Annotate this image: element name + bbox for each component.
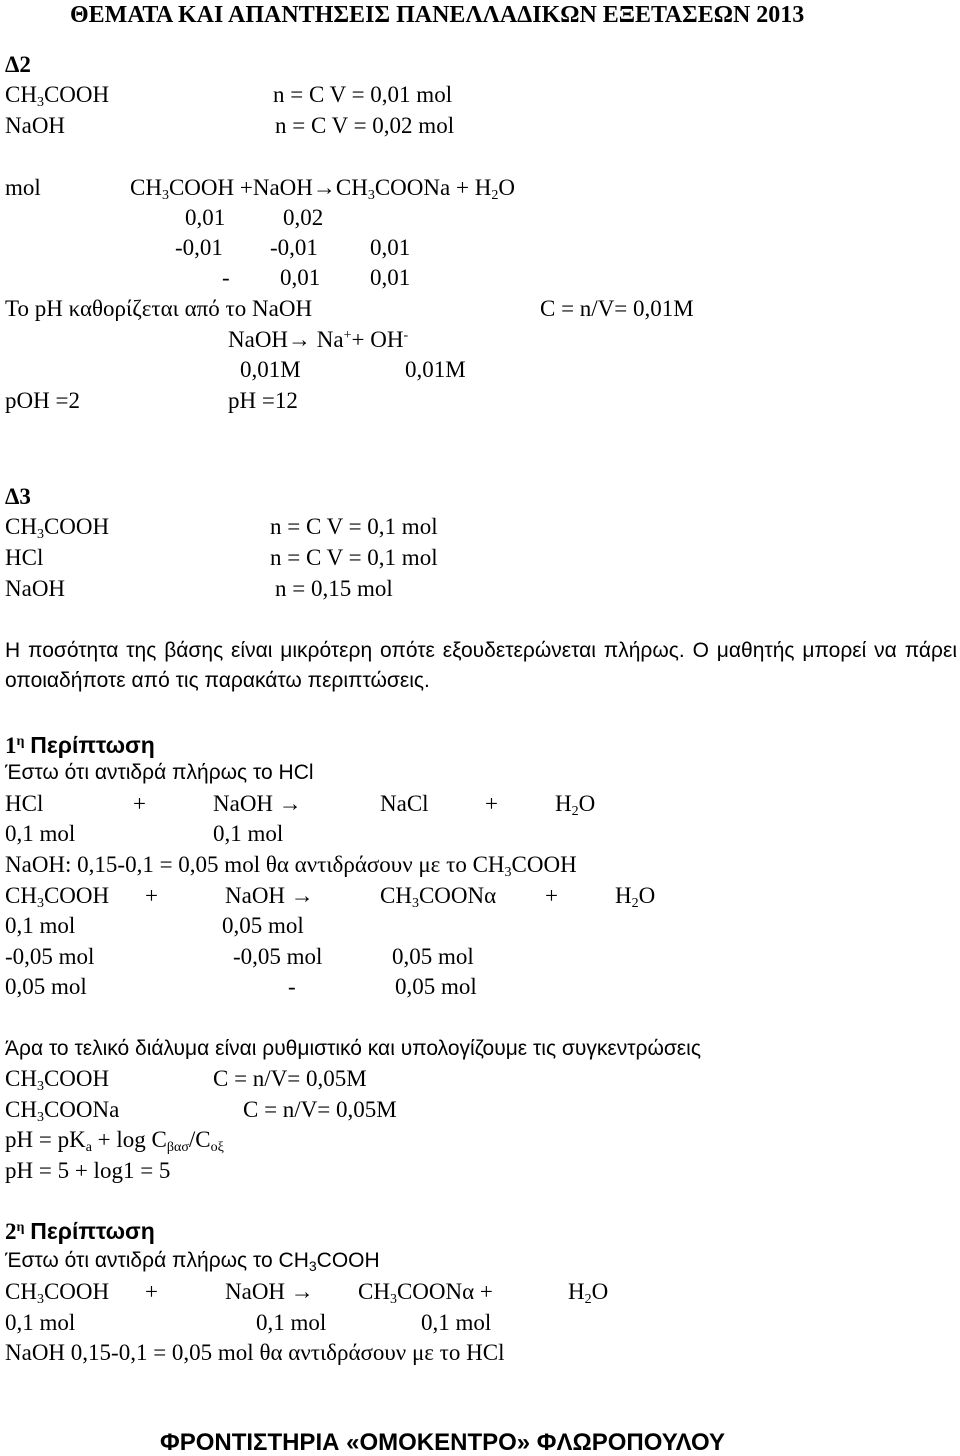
formula-naoh: NaOH — [5, 113, 66, 138]
case-1-heading: $1^\eta$ Περίπτωση — [5, 732, 155, 758]
moles-hcl: n = C V = 0,1 mol — [270, 545, 438, 570]
stoich-value: -0,05 mol — [233, 944, 323, 969]
equation-water: $H_2O$ — [555, 791, 596, 819]
equation-nacl: NaCl — [380, 791, 429, 816]
equation-naoh: NaOH → — [213, 791, 302, 816]
equation-plus: + — [545, 883, 558, 908]
buffer-conclusion: Άρα το τελικό διάλυμα είναι ρυθμιστικό και υπολογίζουμε τις συγκεντρώσεις — [5, 1037, 701, 1060]
equation-plus: + — [485, 791, 498, 816]
reaction-equation: $CH_3COOH$ $+NaOH\to CH_3COONa + H_2O$ — [130, 175, 515, 203]
formula-ch3cooh: $CH_3COOH$ — [5, 514, 110, 542]
equation-plus: + — [145, 1279, 158, 1304]
page-footer: ΦΡΟΝΤΙΣΤΗΡΙΑ «ΟΜΟΚΕΝΤΡΟ» ΦΛΩΡΟΠΟΥΛΟΥ — [160, 1429, 725, 1456]
dissociation-equation: NaOH→ Na++ OH- — [228, 327, 409, 352]
stoich-value: 0,1 mol — [256, 1310, 327, 1335]
naoh-remaining: NaOH: 0,15-0,1 = 0,05 mol θα αντιδράσουν με το $CH_3COOH$ — [5, 852, 577, 880]
stoich-value: 0,1 mol — [213, 821, 284, 846]
concentration-acid: C = n/V= 0,05M — [213, 1066, 367, 1091]
stoich-value: - — [222, 265, 230, 290]
stoich-value: - — [288, 974, 296, 999]
stoich-value: 0,05 mol — [395, 974, 477, 999]
stoich-value: -0,01 — [270, 235, 318, 260]
naoh-remaining: NaOH 0,15-0,1 = 0,05 mol θα αντιδράσουν με το HCl — [5, 1340, 505, 1365]
section-title-d3: Δ3 — [5, 484, 31, 509]
formula-hcl: HCl — [5, 545, 44, 570]
equation-naoh: NaOH → — [225, 1279, 314, 1304]
stoich-value: 0,01 — [370, 265, 411, 290]
formula-ch3cooh: $CH_3COOH$ — [5, 82, 110, 110]
stoich-value: 0,1 mol — [5, 821, 76, 846]
concentration: C = n/V= 0,01M — [540, 296, 694, 321]
ph-result: pH = 5 + log1 = 5 — [5, 1158, 171, 1183]
stoich-value: 0,01 — [280, 265, 321, 290]
page-header: ΘΕΜΑΤΑ ΚΑΙ ΑΠΑΝΤΗΣΕΙΣ ΠΑΝΕΛΛΑΔΙΚΩΝ ΕΞΕΤΑΣΕΩΝ 2013 — [70, 2, 805, 28]
stoich-value: -0,05 mol — [5, 944, 95, 969]
stoich-value: 0,05 mol — [392, 944, 474, 969]
explanation-paragraph: Η ποσότητα της βάσης είναι μικρότερη οπότε εξουδετερώνεται πλήρως. Ο μαθητής μπορεί να πάρει οποιαδήποτε από τις παρακάτω περιπτώσεις. — [5, 639, 957, 692]
formula-ch3coona: $CH_3COONa$ — [5, 1097, 120, 1125]
case-1-statement: Έστω ότι αντιδρά πλήρως το HCl — [5, 761, 314, 784]
stoich-value: 0,01 — [185, 205, 226, 230]
moles-ch3cooh: n = C V = 0,1 mol — [270, 514, 438, 539]
stoich-value: -0,01 — [175, 235, 223, 260]
equation-water: $H_2O$ — [615, 883, 656, 911]
equation-acetate: $CH_3COON\alpha$ — [380, 883, 497, 911]
ph-value: pH =12 — [228, 388, 298, 413]
ph-statement: Το pH καθορίζεται από το NaOH — [5, 296, 313, 321]
stoich-value: 0,05 mol — [222, 913, 304, 938]
mol-label: mol — [5, 175, 41, 200]
stoich-value: 0,01 — [370, 235, 411, 260]
stoich-value: 0,01M — [405, 357, 466, 382]
equation-plus: + — [145, 883, 158, 908]
stoich-value: 0,02 — [283, 205, 324, 230]
concentration-salt: C = n/V= 0,05M — [243, 1097, 397, 1122]
equation-hcl: HCl — [5, 791, 44, 816]
stoich-value: 0,1 mol — [5, 1310, 76, 1335]
stoich-value: 0,1 mol — [5, 913, 76, 938]
formula-ch3cooh: $CH_3COOH$ — [5, 1066, 110, 1094]
equation-naoh: NaOH → — [225, 883, 314, 908]
equation-water: $H_2O$ — [568, 1279, 609, 1307]
moles-ch3cooh: n = C V = 0,01 mol — [273, 82, 453, 107]
case-2-statement: Έστω ότι αντιδρά πλήρως το $CH_3COOH$ — [5, 1249, 380, 1274]
poh-value: pOH =2 — [5, 388, 80, 413]
moles-naoh: n = C V = 0,02 mol — [275, 113, 455, 138]
section-title-d2: Δ2 — [5, 52, 31, 77]
stoich-value: 0,1 mol — [421, 1310, 492, 1335]
formula-naoh: NaOH — [5, 576, 66, 601]
moles-naoh: n = 0,15 mol — [275, 576, 393, 601]
stoich-value: 0,05 mol — [5, 974, 87, 999]
equation-plus: + — [133, 791, 146, 816]
henderson-hasselbalch: pH = $pK_a + \log C_{\beta\alpha\sigma}/C_{o\xi}$ — [5, 1127, 224, 1155]
formula-ch3cooh: $CH_3COOH$ — [5, 883, 110, 911]
stoich-value: 0,01M — [240, 357, 301, 382]
formula-ch3cooh: $CH_3COOH$ — [5, 1279, 110, 1307]
equation-acetate: $CH_3COON\alpha$ + — [358, 1279, 493, 1307]
case-2-heading: $2^\eta$ Περίπτωση — [5, 1218, 155, 1244]
